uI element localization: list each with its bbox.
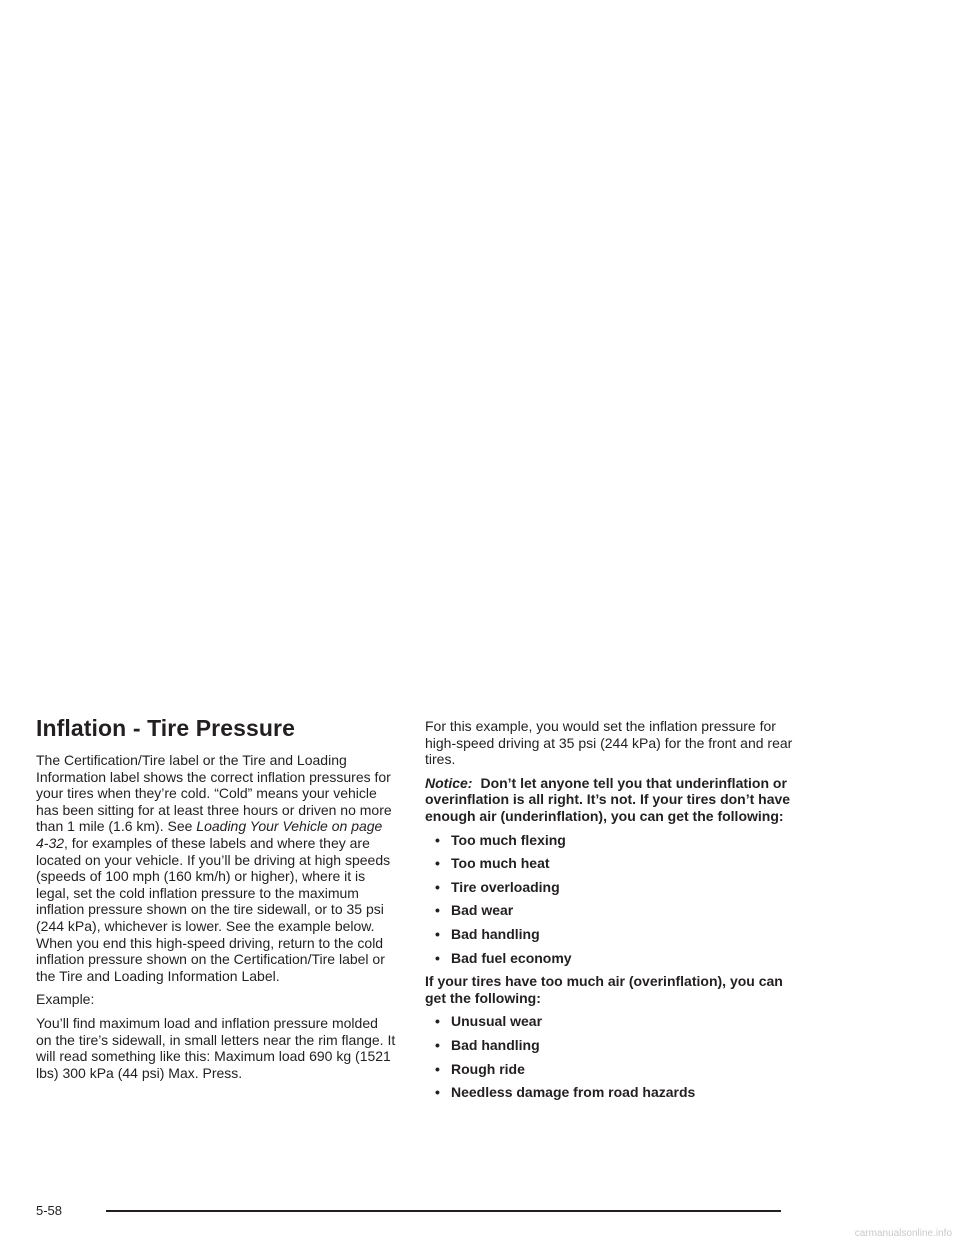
bullet-icon: • bbox=[435, 1060, 440, 1077]
overinflation-list bbox=[425, 1013, 795, 1100]
intro-text-part1: The Certification/Tire label or the Tire and Loading Information label shows the correct inflation pressures for your tires when they’re cold. “Cold” means your vehicle has been sitting for at least three hours or driven no more than 1 mile (1.6 km). See bbox=[36, 752, 392, 835]
notice-text: Don’t let anyone tell you that underinflation or overinflation is all right. It’s not. If your tires don’t have enough air (underinflation), you can get the following: bbox=[425, 774, 791, 824]
list-item: • Bad handling bbox=[435, 1036, 540, 1053]
list-item: • Tire overloading bbox=[435, 878, 560, 895]
list-item: • Unusual wear bbox=[435, 1013, 543, 1030]
bullet-icon: • bbox=[435, 1036, 440, 1053]
notice-label: Notice: bbox=[425, 774, 473, 791]
bullet-icon: • bbox=[435, 925, 440, 942]
footer-divider bbox=[106, 1210, 781, 1212]
bullet-icon: • bbox=[435, 831, 440, 848]
bullet-icon: • bbox=[435, 949, 440, 966]
intro-paragraph bbox=[36, 752, 396, 984]
list-item: • Bad handling bbox=[435, 925, 540, 942]
right-column bbox=[425, 718, 795, 1108]
bullet-icon: • bbox=[435, 1084, 440, 1101]
underinflation-list bbox=[425, 832, 795, 967]
intro-text-part2: , for examples of these labels and where they are located on your vehicle. If you’ll be driving at high speeds (speeds of 100 mph (160 km/h) or higher), where it is legal, set the cold inflation pressure to the maximum inflation pressure shown on the tire sidewall, or to 35 psi (244 kPa), whichever is lower. See the example below. When you end this high-speed driving, return to the cold inflation pressure shown on the Certification/Tire label or the Tire and Loading Information Label. bbox=[36, 834, 391, 984]
bullet-icon: • bbox=[435, 1013, 440, 1030]
left-column bbox=[36, 752, 396, 1088]
list-item: • Bad fuel economy bbox=[435, 949, 572, 966]
section-title: Inflation - Tire Pressure bbox=[36, 715, 295, 741]
bullet-icon: • bbox=[435, 902, 440, 919]
watermark: carmanualsonline.info bbox=[854, 1228, 952, 1239]
example-paragraph: For this example, you would set the inflation pressure for high-speed driving at 35 psi (244 kPa) for the front and rear tires. bbox=[425, 718, 793, 768]
list-item: • Too much flexing bbox=[435, 831, 566, 848]
cross-reference-link[interactable]: Loading Your Vehicle on page 4-32 bbox=[36, 818, 383, 851]
example-label: Example: bbox=[36, 991, 95, 1008]
sidewall-paragraph: You’ll find maximum load and inflation pressure molded on the tire’s sidewall, in small letters near the rim flange. It will read something like this: Maximum load 690 kg (1521 lbs) 300 kPa (44 psi) Max. Press. bbox=[36, 1014, 396, 1081]
list-item: • Bad wear bbox=[435, 902, 514, 919]
overinflation-intro: If your tires have too much air (overinflation), you can get the following: bbox=[425, 973, 783, 1006]
bullet-icon: • bbox=[435, 855, 440, 872]
list-item: • Rough ride bbox=[435, 1060, 525, 1077]
list-item: • Needless damage from road hazards bbox=[435, 1084, 696, 1101]
notice-paragraph bbox=[425, 775, 795, 825]
list-item: • Too much heat bbox=[435, 855, 550, 872]
bullet-icon: • bbox=[435, 878, 440, 895]
page-number: 5-58 bbox=[36, 1203, 63, 1218]
